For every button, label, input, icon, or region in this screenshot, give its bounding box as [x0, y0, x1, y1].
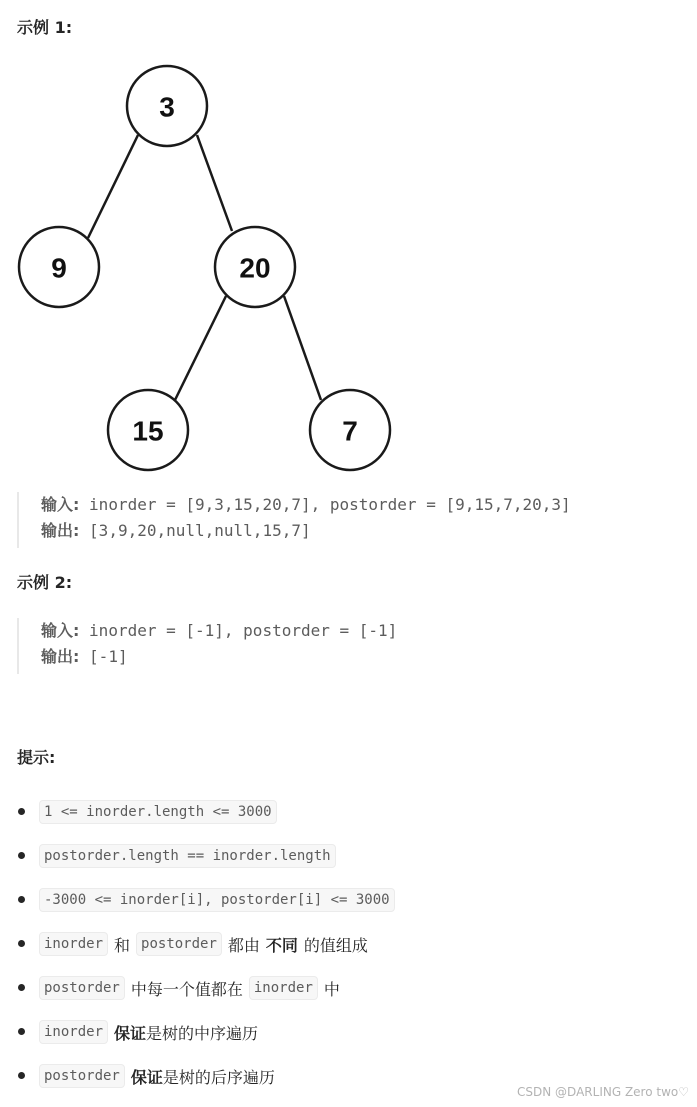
- bullet-icon: [18, 1072, 25, 1079]
- hint-item: [0, 790, 395, 834]
- tree-edge: [197, 135, 232, 231]
- bullet-icon: [18, 808, 25, 815]
- example-2-io-block: [17, 618, 397, 674]
- output-label: 输出:: [41, 521, 80, 540]
- hint-bold-text: 保证: [130, 1067, 163, 1087]
- hint-text: 中: [323, 979, 340, 999]
- tree-node-label: 3: [159, 91, 175, 123]
- hint-item: [0, 834, 395, 878]
- inline-code: -3000 <= inorder[i], postorder[i] <= 3000: [39, 888, 395, 912]
- example-1-heading: 示例 1:: [17, 18, 73, 37]
- hint-item: [0, 1054, 395, 1098]
- hints-list: [0, 790, 395, 1098]
- input-label: 输入:: [41, 495, 80, 514]
- inline-code: postorder: [136, 932, 222, 956]
- example-2-output-line: [41, 644, 397, 670]
- tree-node-label: 15: [132, 415, 164, 447]
- input-value: inorder = [9,3,15,20,7], postorder = [9,15,7,20,3]: [89, 495, 571, 514]
- inline-code: postorder.length == inorder.length: [39, 844, 336, 868]
- tree-edge: [175, 296, 226, 400]
- input-label: 输入:: [41, 621, 80, 640]
- hint-item: [0, 878, 395, 922]
- hints-heading: 提示:: [17, 748, 56, 767]
- input-value: inorder = [-1], postorder = [-1]: [89, 621, 398, 640]
- example-1-output-line: [41, 518, 571, 544]
- hint-item: [0, 966, 395, 1010]
- binary-tree-diagram: [0, 55, 400, 475]
- hint-text: 的值组成: [303, 935, 368, 955]
- tree-node-label: 9: [51, 252, 67, 284]
- output-value: [3,9,20,null,null,15,7]: [89, 521, 311, 540]
- example-2-heading: 示例 2:: [17, 573, 73, 592]
- hint-bold-text: 保证: [114, 1023, 147, 1043]
- hint-bold-text: 不同: [265, 935, 298, 955]
- inline-code: inorder: [39, 932, 108, 956]
- example-1-input-line: [41, 492, 571, 518]
- example-1-io-block: [17, 492, 571, 548]
- inline-code: postorder: [39, 1064, 125, 1088]
- hint-text: 和: [114, 935, 131, 955]
- tree-node-label: 7: [342, 415, 358, 447]
- inline-code: postorder: [39, 976, 125, 1000]
- tree-edge: [88, 135, 138, 238]
- inline-code: inorder: [39, 1020, 108, 1044]
- watermark: CSDN @DARLING Zero two♡: [517, 1085, 689, 1099]
- example-2-input-line: [41, 618, 397, 644]
- tree-edge: [284, 296, 321, 400]
- output-value: [-1]: [89, 647, 128, 666]
- output-label: 输出:: [41, 647, 80, 666]
- bullet-icon: [18, 896, 25, 903]
- bullet-icon: [18, 984, 25, 991]
- tree-node-label: 20: [239, 252, 271, 284]
- bullet-icon: [18, 1028, 25, 1035]
- inline-code: inorder: [249, 976, 318, 1000]
- hint-item: [0, 1010, 395, 1054]
- hint-item: [0, 922, 395, 966]
- hint-text: 中每一个值都在: [130, 979, 243, 999]
- bullet-icon: [18, 940, 25, 947]
- inline-code: 1 <= inorder.length <= 3000: [39, 800, 277, 824]
- bullet-icon: [18, 852, 25, 859]
- hint-text: 都由: [227, 935, 260, 955]
- hint-text: 是树的中序遍历: [146, 1023, 259, 1043]
- hint-text: 是树的后序遍历: [162, 1067, 275, 1087]
